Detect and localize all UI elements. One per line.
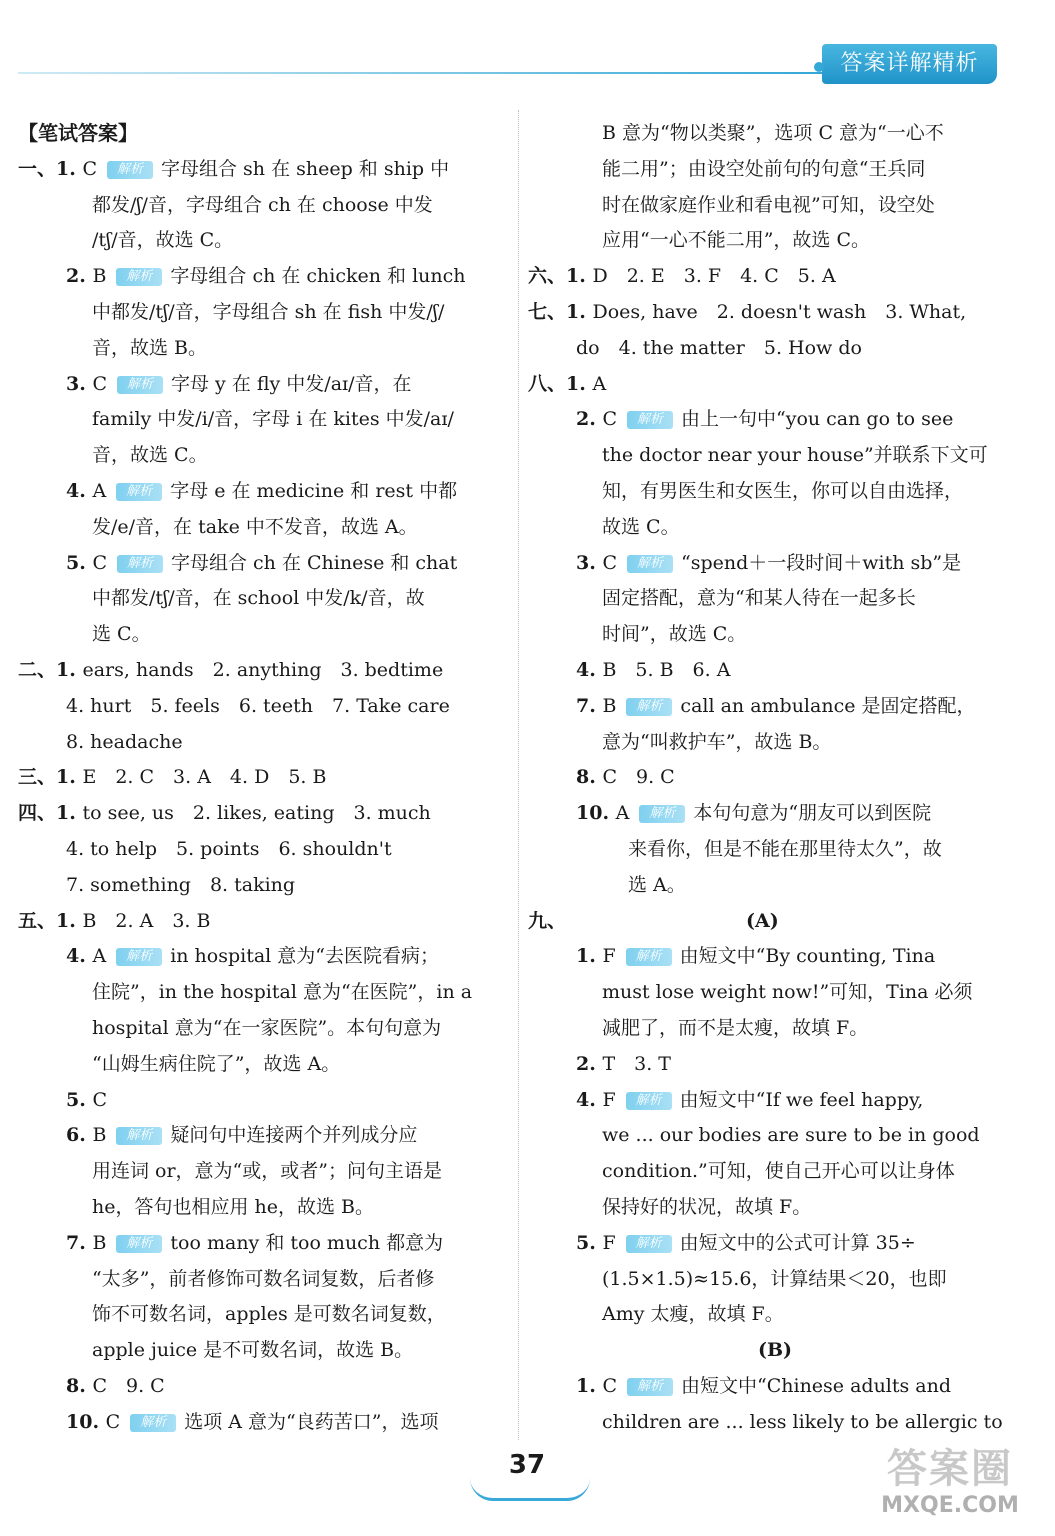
question-number: 5. [66,551,93,574]
section-label: 五、 [18,909,57,932]
answer-text: A [592,372,607,395]
answer-text: A [92,945,107,968]
question-number: 1. [566,300,593,323]
answer-line [18,259,503,295]
answer-line [528,1047,1015,1083]
answer-line [18,367,503,403]
watermark-logo [860,1445,1040,1525]
question-number: 1. [56,909,83,932]
answer-text: we ... our bodies are sure to be in good [602,1124,980,1147]
analysis-badge: 解析 [627,555,673,573]
answer-line [528,546,1015,582]
question-number: 5. [66,1088,93,1111]
analysis-badge: 解析 [627,1378,673,1396]
answer-line [528,474,1015,510]
answer-text: 8. headache [66,730,183,753]
answer-text: 选 A。 [628,873,686,896]
answer-line [528,617,1015,653]
answer-line [528,295,1015,331]
answer-text: apple juice 是不可数名词，故选 B。 [92,1339,414,1362]
question-number: 8. [576,766,603,789]
answer-text: E 2. C 3. A 4. D 5. B [82,766,327,789]
answer-text: Does, have 2. doesn't wash 3. What, [592,300,967,323]
answer-text: 意为“叫救护车”，故选 B。 [602,730,832,753]
answer-text: 来看你，但是不能在那里待太久”，故 [628,837,942,860]
analysis-text: 疑问句中连接两个并列成分应 [170,1124,418,1147]
answer-line [18,689,503,725]
right-column [528,116,1015,1440]
section-label: 四、 [18,802,57,825]
analysis-text: 字母 e 在 medicine 和 rest 中都 [170,479,458,502]
analysis-text: 字母组合 sh 在 sheep 和 ship 中 [161,157,450,180]
answer-line [528,188,1015,224]
section-label: 七、 [528,300,567,323]
answer-text: the doctor near your house”并联系下文可 [602,444,988,467]
answer-text: 住院”，in the hospital 意为“在医院”，in a [92,981,473,1004]
answer-text: do 4. the matter 5. How do [576,336,862,359]
question-number: 1. [56,157,83,180]
analysis-text: 字母组合 ch 在 chicken 和 lunch [170,265,466,288]
answer-line [528,796,1015,832]
answer-line [528,1118,1015,1154]
analysis-text: “spend＋一段时间＋with sb”是 [681,551,962,574]
answer-text: 固定搭配，意为“和某人待在一起多长 [602,587,916,610]
answer-line [18,1333,503,1369]
analysis-badge: 解析 [627,411,673,429]
answer-text: C [92,1088,107,1111]
answer-text: /tʃ/音，故选 C。 [92,229,234,252]
analysis-badge: 解析 [107,161,153,179]
answer-text: 发/e/音，在 take 中不发音，故选 A。 [92,515,418,538]
answer-line [18,152,503,188]
answer-line [528,689,1015,725]
answer-line [18,1405,503,1441]
answer-text: condition.”可知，使自己开心可以让身体 [602,1160,955,1183]
question-number: 1. [56,802,83,825]
section-label: 九、 [528,909,567,932]
answer-text: B [602,694,617,717]
answer-text: A [615,802,630,825]
answer-line [528,510,1015,546]
answer-text: 中都发/tʃ/音，字母组合 sh 在 fish 中发/ʃ/ [92,300,445,323]
answer-line [18,116,503,152]
question-number: 6. [66,1124,93,1147]
answer-line [528,939,1015,975]
answer-line [18,1154,503,1190]
analysis-badge: 解析 [626,948,672,966]
answer-text: 4. to help 5. points 6. shouldn't [66,837,392,860]
answer-line [18,832,503,868]
answer-text: B 5. B 6. A [602,658,731,681]
answer-text: 能二用”；由设空处前句的句意“王兵同 [602,157,926,180]
answer-line [18,546,503,582]
question-number: 1. [56,658,83,681]
answer-line [18,1226,503,1262]
header-rule [18,72,823,74]
answer-text: he，答句也相应用 he，故选 B。 [92,1195,375,1218]
question-number: 1. [566,372,593,395]
answer-text: Amy 太瘦，故填 F。 [602,1303,784,1326]
section-label: 六、 [528,265,567,288]
answer-text: 时间”，故选 C。 [602,623,747,646]
answer-line [528,653,1015,689]
answer-text: “山姆生病住院了”，故选 A。 [92,1052,341,1075]
answer-text: F [602,945,616,968]
answer-line [528,1083,1015,1119]
question-number: 1. [56,766,83,789]
answer-text: to see, us 2. likes, eating 3. much [82,802,431,825]
answer-text: hospital 意为“在一家医院”。本句句意为 [92,1016,442,1039]
analysis-text: 由短文中“If we feel happy, [679,1088,924,1111]
answer-line [528,1333,1015,1369]
analysis-badge: 解析 [626,1092,672,1110]
answer-text: 减肥了，而不是太瘦，故填 F。 [602,1016,869,1039]
analysis-text: 由短文中的公式可计算 35÷ [679,1231,916,1254]
answer-line [18,975,503,1011]
answer-text: 7. something 8. taking [66,873,296,896]
answer-text: 应用“一心不能二用”，故选 C。 [602,229,871,252]
analysis-text: 由短文中“Chinese adults and [681,1374,952,1397]
answer-line [18,402,503,438]
analysis-text: 选项 A 意为“良药苦口”，选项 [184,1410,439,1433]
question-number: 2. [576,408,603,431]
answer-text: must lose weight now!”可知，Tina 必须 [602,981,973,1004]
question-number: 3. [66,372,93,395]
analysis-badge: 解析 [130,1414,176,1432]
answer-line [18,1011,503,1047]
answer-text: 用连词 or，意为“或，或者”；问句主语是 [92,1160,442,1183]
analysis-badge: 解析 [116,1127,162,1145]
analysis-badge: 解析 [117,555,163,573]
left-column [18,116,503,1440]
answer-text: B [92,1231,107,1254]
question-number: 1. [576,945,603,968]
answer-line [18,1118,503,1154]
question-number: 1. [566,265,593,288]
answer-line [528,402,1015,438]
passage-label: (B) [758,1339,793,1362]
answer-text: 音，故选 B。 [92,336,208,359]
answer-line [18,725,503,761]
answer-line [528,438,1015,474]
answer-line [528,367,1015,403]
section-label: 三、 [18,766,57,789]
analysis-text: too many 和 too much 都意为 [170,1231,444,1254]
answer-line [18,868,503,904]
answer-line [18,474,503,510]
answer-text: C [602,551,617,574]
answer-line [528,1190,1015,1226]
question-number: 5. [576,1231,603,1254]
answer-line [528,1369,1015,1405]
answer-text: 饰不可数名词，apples 是可数名词复数， [92,1303,446,1326]
analysis-badge: 解析 [116,1235,162,1253]
analysis-text: call an ambulance 是固定搭配， [680,694,976,717]
answer-line [18,188,503,224]
answer-line [528,975,1015,1011]
answer-text: T 3. T [602,1052,671,1075]
answer-line [18,653,503,689]
column-divider [518,110,519,1440]
answer-line [528,1011,1015,1047]
answer-text: C [105,1410,121,1433]
answer-text: 中都发/tʃ/音，在 school 中发/k/音，故 [92,587,425,610]
answer-text: F [602,1088,616,1111]
analysis-text: 字母 y 在 fly 中发/aɪ/音，在 [171,372,412,395]
answer-text: 知，有男医生和女医生，你可以自由选择， [602,479,964,502]
answer-text: B 意为“物以类聚”，选项 C 意为“一心不 [602,122,944,144]
section-label: 二、 [18,658,57,681]
answer-text: A [92,479,107,502]
analysis-badge: 解析 [116,483,162,501]
analysis-text: 本句句意为“朋友可以到医院 [693,802,932,825]
answer-line [18,796,503,832]
analysis-badge: 解析 [116,948,162,966]
answer-text: ears, hands 2. anything 3. bedtime [82,658,444,681]
question-number: 4. [66,479,93,502]
answer-text: (1.5×1.5)≈15.6，计算结果＜20，也即 [602,1267,947,1290]
answer-text: C [82,157,98,180]
question-number: 7. [576,694,603,717]
answer-text: C [602,1374,617,1397]
watermark-text: 答案圈 [887,1446,1013,1492]
answer-text: 音，故选 C。 [92,444,208,467]
analysis-badge: 解析 [639,805,685,823]
answer-line [18,1369,503,1405]
answer-line [18,1190,503,1226]
answer-text: 选 C。 [92,623,151,646]
answer-line [18,223,503,259]
answer-text: B [92,1124,107,1147]
question-number: 2. [66,265,93,288]
answer-line [528,1226,1015,1262]
analysis-badge: 解析 [626,698,672,716]
answer-line [18,438,503,474]
question-number: 10. [66,1410,106,1433]
answer-line [528,1405,1015,1441]
analysis-badge: 解析 [116,268,162,286]
answer-text: 4. hurt 5. feels 6. teeth 7. Take care [66,694,450,717]
question-number: 8. [66,1374,93,1397]
answer-text: C [92,372,107,395]
answer-line [18,331,503,367]
answer-text: C 9. C [92,1374,165,1397]
answer-line [18,581,503,617]
answer-line [528,868,1015,904]
answer-text: family 中发/i/音，字母 i 在 kites 中发/aɪ/ [92,408,454,431]
answer-line [18,760,503,796]
answer-line [528,1154,1015,1190]
analysis-badge: 解析 [626,1235,672,1253]
answer-text: “太多”，前者修饰可数名词复数，后者修 [92,1267,435,1290]
answer-text: C 9. C [602,766,675,789]
question-number: 4. [576,658,603,681]
answer-line [18,1262,503,1298]
answer-line [528,116,1015,152]
answer-line [18,1047,503,1083]
answer-line [528,832,1015,868]
answer-line [528,331,1015,367]
answer-line [18,510,503,546]
question-number: 4. [66,945,93,968]
answer-line [528,904,1015,940]
page-number-swoosh [470,1478,590,1501]
answer-text: 保持好的状况，故填 F。 [602,1195,812,1218]
question-number: 10. [576,802,616,825]
answer-text: 时在做家庭作业和看电视”可知，设空处 [602,193,935,216]
analysis-text: 由上一句中“you can go to see [681,408,954,431]
answer-line [528,1297,1015,1333]
answer-line [18,939,503,975]
answer-text: children are ... less likely to be allergic to [602,1410,1003,1433]
question-number: 7. [66,1231,93,1254]
answer-line [528,760,1015,796]
section-label: 一、 [18,157,57,180]
question-number: 2. [576,1052,603,1075]
answer-line [18,904,503,940]
answer-text: B [92,265,107,288]
answer-line [18,295,503,331]
answer-text: C [602,408,617,431]
answer-line [528,1262,1015,1298]
answer-line [528,725,1015,761]
answer-line [18,617,503,653]
analysis-text: in hospital 意为“去医院看病； [170,945,439,968]
answer-text: 都发/ʃ/音，字母组合 ch 在 choose 中发 [92,193,433,216]
answer-line [528,259,1015,295]
answer-line [528,152,1015,188]
answer-text: C [92,551,107,574]
answer-text: 【笔试答案】 [18,121,138,145]
answer-text: 故选 C。 [602,515,680,538]
answer-text: F [602,1231,616,1254]
answer-text: B 2. A 3. B [82,909,211,932]
question-number: 4. [576,1088,603,1111]
analysis-badge: 解析 [117,376,163,394]
watermark-url: MXQE.COM [881,1493,1019,1518]
answer-line [528,581,1015,617]
header-section-tab: 答案详解精析 [822,44,997,84]
analysis-text: 由短文中“By counting, Tina [679,945,936,968]
answer-text: D 2. E 3. F 4. C 5. A [592,265,836,288]
page-number: 37 [508,1450,546,1480]
answer-line [528,223,1015,259]
section-label: 八、 [528,372,567,395]
answer-line [18,1297,503,1333]
passage-label: (A) [746,909,779,932]
answer-line [18,1083,503,1119]
question-number: 3. [576,551,603,574]
question-number: 1. [576,1374,603,1397]
analysis-text: 字母组合 ch 在 Chinese 和 chat [171,551,458,574]
